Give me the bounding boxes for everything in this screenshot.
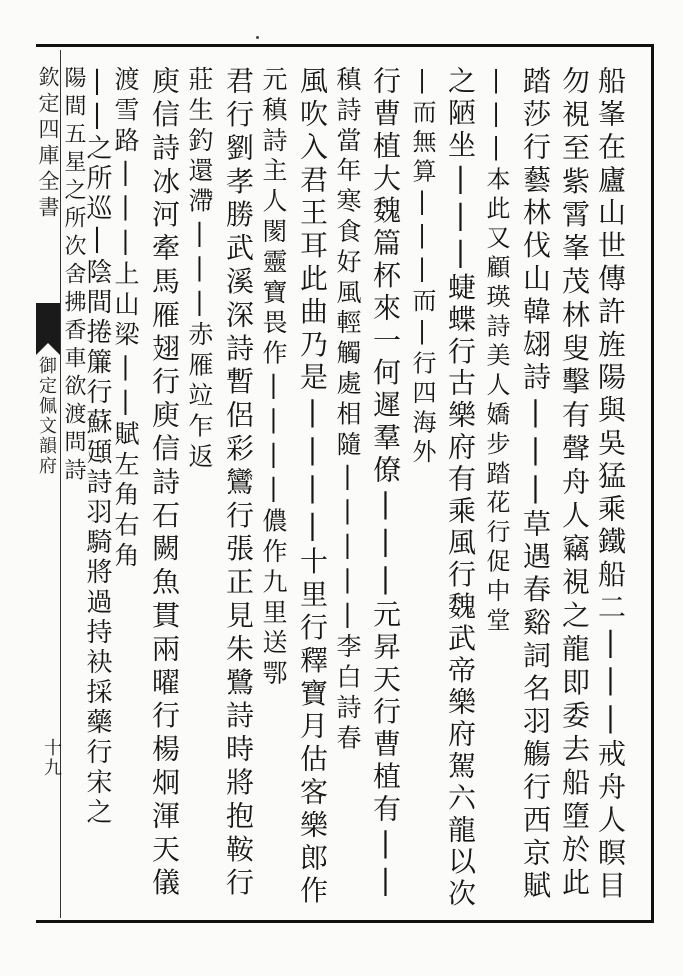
text-column-12: 莊生釣還滯|||赤雁竝乍返 — [185, 66, 214, 474]
text-column-4: |||本此又顧瑛詩美人嬌步踏花行促中堂 — [482, 66, 510, 637]
text-column-3: 踏莎行藝林伐山韓翃詩|||草遇春谿詞名羽觴行西京賦 — [519, 66, 552, 904]
text-column-7: 行曹植大魏篇杯來一何遲羣僚|||元昇天行曹植有|| — [369, 66, 402, 901]
fish-tail-mark — [36, 303, 60, 343]
frame-top-border — [36, 44, 654, 47]
text-column-13: 庾信詩冰河牽馬雁翅行庾信詩石闕魚貫兩曜行楊炯渾天儀 — [148, 66, 181, 901]
text-column-16: 陽間五星之所次舍拂香車欲渡問詩 — [61, 66, 86, 486]
text-column-5: 之陋坐|||蜨蝶行古樂府有乘風行魏武帝樂府駕六龍以次 — [444, 66, 477, 911]
text-column-11: 君行劉孝勝武溪深詩暫侶彩鸞行張正見朱鷺詩時將抱鞍行 — [222, 66, 255, 901]
section-title: 御定佩文韻府 — [36, 356, 57, 476]
text-column-8: 稹詩當年寒食好風輕觸處相隨|||||李白詩春 — [333, 66, 362, 755]
text-column-9: 風吹入君王耳此曲乃是||||十里行釋寶月估客樂郎作 — [296, 66, 329, 909]
page-number: 十九 — [41, 738, 62, 778]
text-column-6: |而無算|||而|行四海外 — [408, 66, 436, 469]
text-column-10: 元稹詩主人閡靈寶畏作||||儂作九里送鄂 — [259, 66, 288, 690]
book-title: 欽定四庫全書 — [36, 66, 60, 222]
text-column-2: 勿視至紫霄峯茂林叟擊有聲舟人竊視之龍即委去船墮於此 — [558, 66, 591, 901]
text-column-14: 渡雪路|||上山梁||賦左角右角 — [111, 66, 140, 573]
frame-right-border — [651, 44, 654, 923]
text-column-15: ||之所巡|陰間捲簾行蘇頲詩羽騎將過持袂採藥行宋之 — [82, 66, 112, 828]
ink-dot — [256, 36, 259, 39]
text-column-1: 船峯在廬山世傳許旌陽與吳猛乘鐵船二|||戒舟人瞑目 — [594, 66, 627, 904]
frame-bottom-border — [36, 920, 654, 923]
